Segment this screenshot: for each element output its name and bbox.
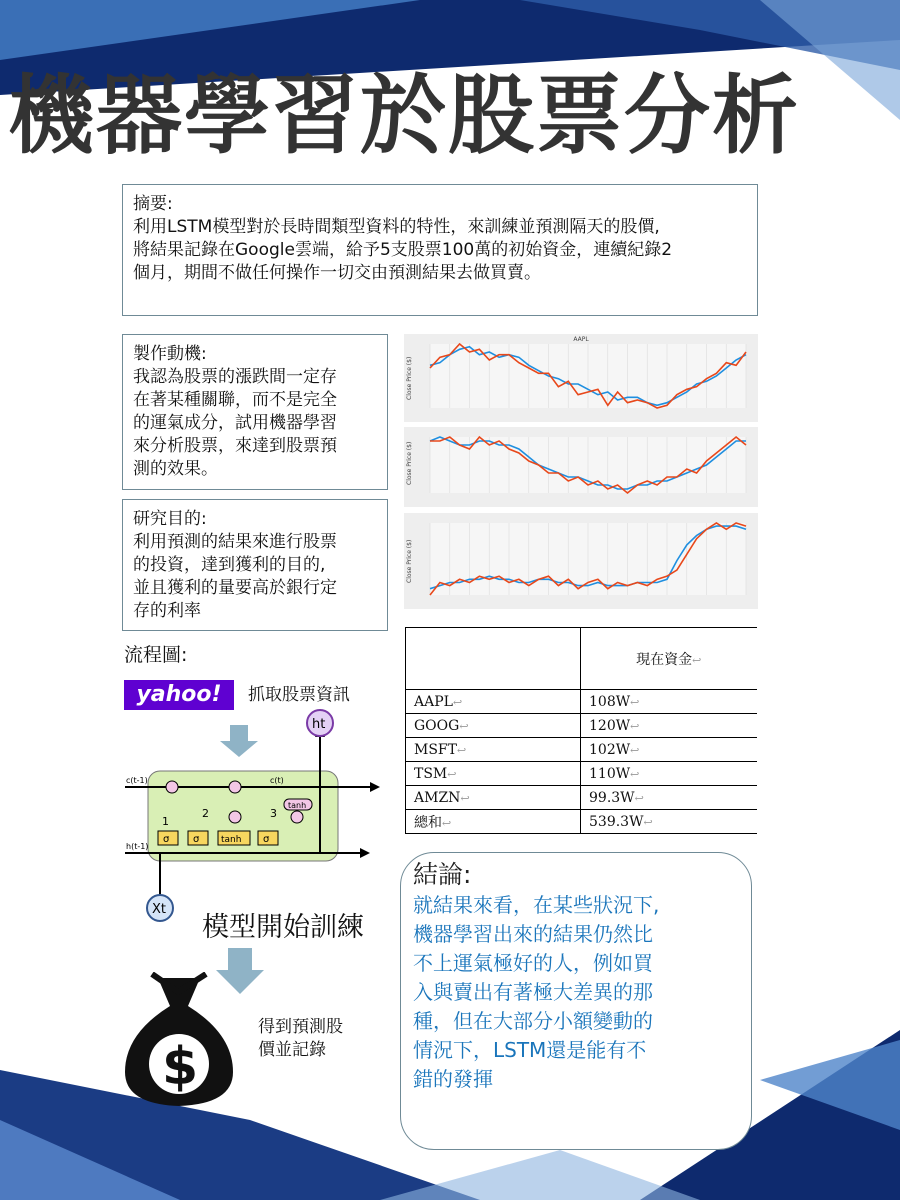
chart-plot: [404, 427, 758, 507]
conclusion-line: 入與賣出有著極大差異的那: [413, 980, 653, 1004]
return-mark: ↩: [630, 719, 640, 733]
abstract-heading: 摘要:: [133, 194, 173, 214]
return-mark: ↩: [452, 695, 463, 709]
conclusion-body: [413, 891, 739, 1094]
abstract-line: 個月，期間不做任何操作一切交由預測結果去做買賣。: [133, 263, 541, 283]
motivation-line: 我認為股票的漲跌間一定存: [133, 367, 337, 387]
return-mark: ↩: [692, 653, 702, 667]
chart-ylabel: Close Price ($): [406, 441, 413, 485]
lstm-diagram: [120, 705, 390, 925]
table-row: [406, 810, 757, 834]
stock-name: 總和: [414, 814, 442, 831]
table-header-cell: [581, 628, 757, 690]
purpose-heading: 研究目的:: [133, 509, 207, 529]
purpose-line: 並且獲利的量要高於銀行定: [133, 578, 337, 598]
motivation-box: [122, 334, 388, 490]
stock-name: MSFT: [414, 741, 457, 758]
abstract-line: 將結果記錄在Google雲端，給予5支股票100萬的初始資金，連續紀錄2: [133, 240, 673, 260]
conclusion-line: 不上運氣極好的人，例如買: [413, 951, 653, 975]
sigma-label: σ: [263, 834, 270, 845]
purpose-box: [122, 499, 388, 631]
ht-label: ht: [312, 717, 326, 732]
flowchart-label: 流程圖:: [124, 644, 188, 666]
purpose-line: 的投資，達到獲利的目的,: [133, 555, 326, 575]
abstract-box: [122, 184, 758, 316]
chart-ylabel: Close Price ($): [406, 539, 413, 583]
conclusion-line: 錯的發揮: [413, 1067, 493, 1091]
chart-plot: [404, 513, 758, 609]
stock-name: GOOG: [414, 717, 460, 734]
gate-number: 3: [270, 807, 277, 820]
abstract-line: 利用LSTM模型對於長時間類型資料的特性，來訓練並預測隔天的股價,: [133, 217, 660, 237]
table-row: [406, 738, 757, 762]
fund-table: [405, 627, 757, 834]
record-caption: [258, 1016, 343, 1062]
fetch-caption: 抓取股票資訊: [248, 685, 350, 705]
chart-aapl: [404, 334, 758, 422]
table-header-cell: [406, 628, 581, 690]
dollar-symbol: $: [162, 1037, 199, 1097]
conclusion-line: 種，但在大部分小額變動的: [413, 1009, 653, 1033]
return-mark: ↩: [630, 695, 640, 709]
stock-value: 108W: [589, 693, 631, 710]
cell-next-label: c(t): [270, 776, 284, 785]
record-caption-line: 價並記錄: [258, 1040, 326, 1060]
chart-goog: [404, 427, 758, 507]
table-header-row: [406, 628, 757, 690]
gate-number: 2: [202, 807, 209, 820]
stock-value: 539.3W: [589, 813, 644, 830]
stock-name: AAPL: [414, 693, 453, 710]
money-bag-icon: [118, 972, 240, 1110]
sigma-label: σ: [163, 834, 170, 845]
return-mark: ↩: [460, 791, 470, 805]
chart-title: AAPL: [573, 336, 589, 343]
table-row: [406, 690, 757, 714]
conclusion-box: [400, 852, 752, 1150]
return-mark: ↩: [630, 767, 640, 781]
xt-label: Xt: [152, 902, 167, 917]
return-mark: ↩: [459, 719, 469, 733]
cell-prev-label: c(t-1): [126, 776, 148, 785]
return-mark: ↩: [634, 791, 644, 805]
motivation-line: 的運氣成分，試用機器學習: [133, 413, 337, 433]
conclusion-line: 情況下，LSTM還是能有不: [413, 1038, 647, 1062]
purpose-line: 存的利率: [133, 601, 201, 621]
table-row: [406, 762, 757, 786]
table-row: [406, 714, 757, 738]
stock-value: 102W: [589, 741, 631, 758]
record-caption-line: 得到預測股: [258, 1017, 343, 1037]
stock-value: 110W: [589, 765, 631, 782]
chart-ylabel: Close Price ($): [406, 356, 413, 400]
sigma-label: σ: [193, 834, 200, 845]
down-arrow-icon: [220, 725, 258, 757]
train-caption: 模型開始訓練: [202, 912, 364, 943]
return-mark: ↩: [630, 743, 640, 757]
conclusion-line: 機器學習出來的結果仍然比: [413, 922, 653, 946]
chart-plot: [404, 334, 758, 422]
table-row: [406, 786, 757, 810]
tanh-label: tanh: [221, 835, 242, 845]
stock-name: TSM: [414, 765, 448, 782]
tanh-label: tanh: [288, 801, 307, 810]
motivation-line: 測的效果。: [133, 459, 218, 479]
stock-value: 99.3W: [589, 789, 635, 806]
hidden-prev-label: h(t-1): [126, 842, 149, 851]
conclusion-title: 結論:: [413, 860, 472, 889]
purpose-line: 利用預測的結果來進行股票: [133, 532, 337, 552]
gate-number: 1: [162, 815, 169, 828]
stock-value: 120W: [589, 717, 631, 734]
motivation-heading: 製作動機:: [133, 344, 207, 364]
return-mark: ↩: [447, 767, 457, 781]
motivation-line: 在著某種關聯，而不是完全: [133, 390, 337, 410]
conclusion-line: 就結果來看，在某些狀況下,: [413, 893, 660, 917]
motivation-line: 來分析股票，來達到股票預: [133, 436, 337, 456]
return-mark: ↩: [456, 743, 467, 757]
return-mark: ↩: [442, 816, 452, 830]
chart-msft: [404, 513, 758, 609]
yahoo-logo: yahoo!: [124, 680, 234, 710]
poster-title: 機器學習於股票分析: [8, 66, 800, 166]
return-mark: ↩: [643, 815, 653, 829]
stock-name: AMZN: [414, 789, 461, 806]
table-header-label: 現在資金: [636, 651, 693, 668]
